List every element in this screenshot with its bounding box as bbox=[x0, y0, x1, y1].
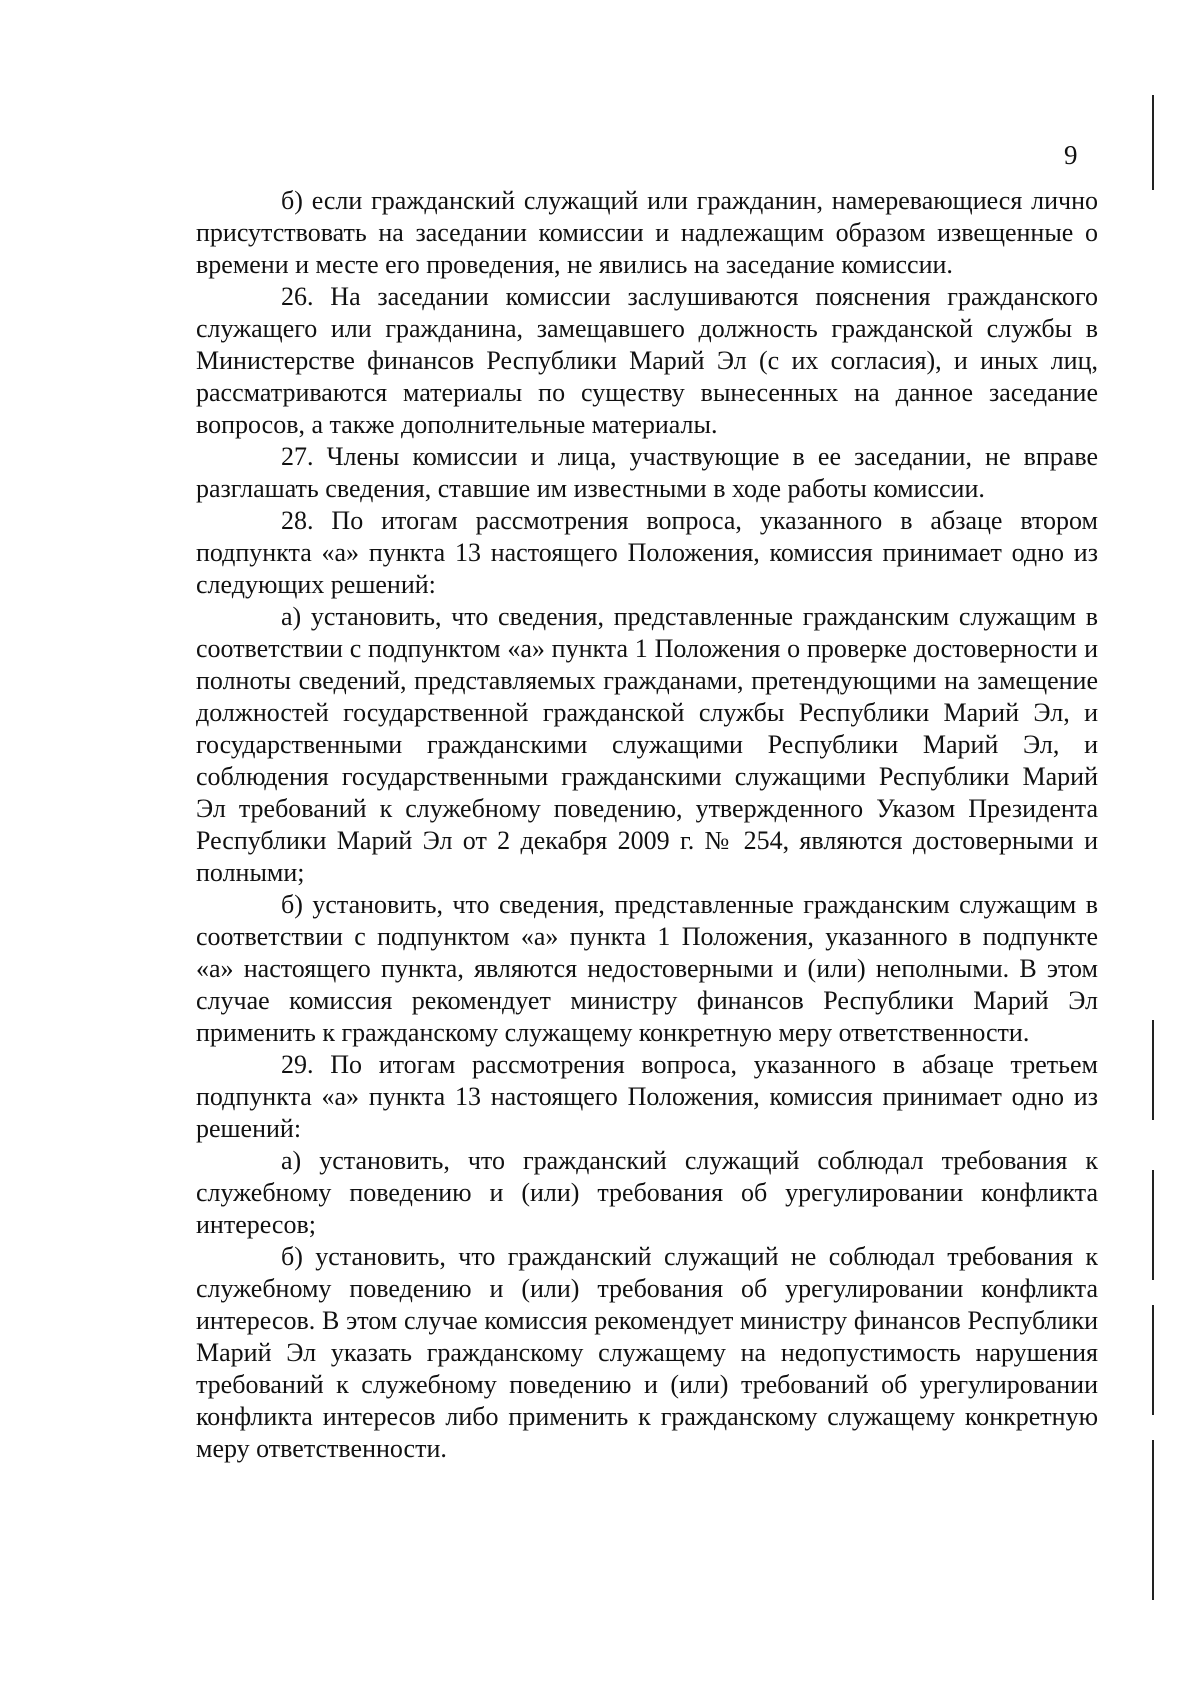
page-number: 9 bbox=[1064, 140, 1078, 170]
paragraph-27: 27. Члены комиссии и лица, участвующие в ее заседании, не вправе разглашать сведения, ставшие им известными в ходе работы комиссии. bbox=[196, 442, 1098, 503]
scan-edge-line bbox=[1152, 1020, 1154, 1120]
paragraph-29b: б) установить, что гражданский служащий не соблюдал требования к служебному поведению и (или) требования об урегулировании конфликта интересов. В этом случае комиссия рекомендует министру финансов Республики Марий Эл указать гражданскому служащему на недопустимость нарушения требований к служебному поведению и (или) требований об урегулировании конфликта интересов либо применить к гражданскому служащему конкретную меру ответственности. bbox=[196, 1242, 1098, 1463]
scan-edge-line bbox=[1152, 1305, 1154, 1415]
paragraph-28a: а) установить, что сведения, представленные гражданским служащим в соответствии с подпунктом «а» пункта 1 Положения о проверке достоверности и полноты сведений, представляемых гражданами, претендующими на замещение должностей государственной гражданской службы Республики Марий Эл, и государственными гражданскими служащими Республики Марий Эл, и соблюдения государственными гражданскими служащими Республики Марий Эл требований к служебному поведению, утвержденного Указом Президента Республики Марий Эл от 2 декабря 2009 г. № 254, являются достоверными и полными; bbox=[196, 602, 1098, 887]
paragraph-26: 26. На заседании комиссии заслушиваются пояснения гражданского служащего или гражданина, замещавшего должность гражданской службы в Министерстве финансов Республики Марий Эл (с их согласия), и иных лиц, рассматриваются материалы по существу вынесенных на данное заседание вопросов, а также дополнительные материалы. bbox=[196, 282, 1098, 439]
paragraph-28: 28. По итогам рассмотрения вопроса, указанного в абзаце втором подпункта «а» пункта 13 настоящего Положения, комиссия принимает одно из следующих решений: bbox=[196, 506, 1098, 599]
scan-edge-line bbox=[1152, 1440, 1154, 1600]
paragraph-28b: б) установить, что сведения, представленные гражданским служащим в соответствии с подпунктом «а» пункта 1 Положения, указанного в подпункте «а» настоящего пункта, являются недостоверными и (или) неполными. В этом случае комиссия рекомендует министру финансов Республики Марий Эл применить к гражданскому служащему конкретную меру ответственности. bbox=[196, 890, 1098, 1047]
document-body bbox=[196, 185, 1098, 1465]
paragraph-25b: б) если гражданский служащий или гражданин, намеревающиеся лично присутствовать на заседании комиссии и надлежащим образом извещенные о времени и месте его проведения, не явились на заседание комиссии. bbox=[196, 186, 1098, 279]
scan-edge-line bbox=[1152, 1170, 1154, 1280]
paragraph-29a: а) установить, что гражданский служащий соблюдал требования к служебному поведению и (или) требования об урегулировании конфликта интересов; bbox=[196, 1146, 1098, 1239]
scan-edge-line bbox=[1152, 95, 1154, 190]
paragraph-29: 29. По итогам рассмотрения вопроса, указанного в абзаце третьем подпункта «а» пункта 13 настоящего Положения, комиссия принимает одно из решений: bbox=[196, 1050, 1098, 1143]
